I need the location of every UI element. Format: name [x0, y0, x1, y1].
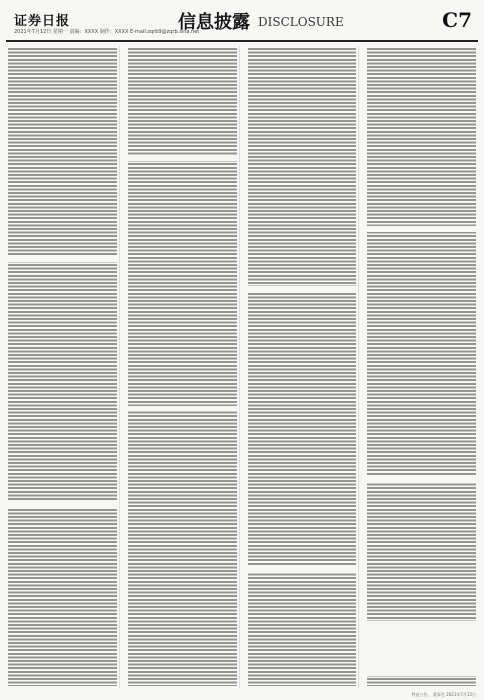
issue-info: 2021年7月12日 星期一 责编：XXXX 制作：XXXX E-mail:zqrb9@zqrb.sina.net: [14, 29, 200, 35]
newspaper-logo: 证券日报: [14, 14, 71, 29]
section-title: 信息披露: [178, 12, 250, 33]
column-4: [365, 46, 478, 688]
column-1: [6, 46, 120, 688]
section-title-en: DISCLOSURE: [258, 15, 344, 29]
page-number: C7: [442, 8, 472, 32]
paragraph-break: [367, 226, 476, 232]
column-3: [246, 46, 360, 688]
text-block: [128, 48, 237, 686]
footer-note: 特此公告。 董事会 2021年7月12日: [411, 692, 476, 697]
column-2: [126, 46, 240, 688]
masthead: [6, 6, 478, 42]
text-block: [367, 48, 476, 686]
text-block: [8, 48, 117, 686]
paragraph-break: [128, 406, 237, 411]
paragraph-break: [128, 156, 237, 161]
article-body: [6, 46, 478, 688]
paragraph-break: [8, 501, 117, 507]
paragraph-break: [367, 621, 476, 676]
paragraph-break: [8, 256, 117, 262]
paragraph-break: [248, 286, 357, 292]
paragraph-break: [367, 476, 476, 482]
text-block: [248, 48, 357, 686]
paragraph-break: [248, 566, 357, 572]
